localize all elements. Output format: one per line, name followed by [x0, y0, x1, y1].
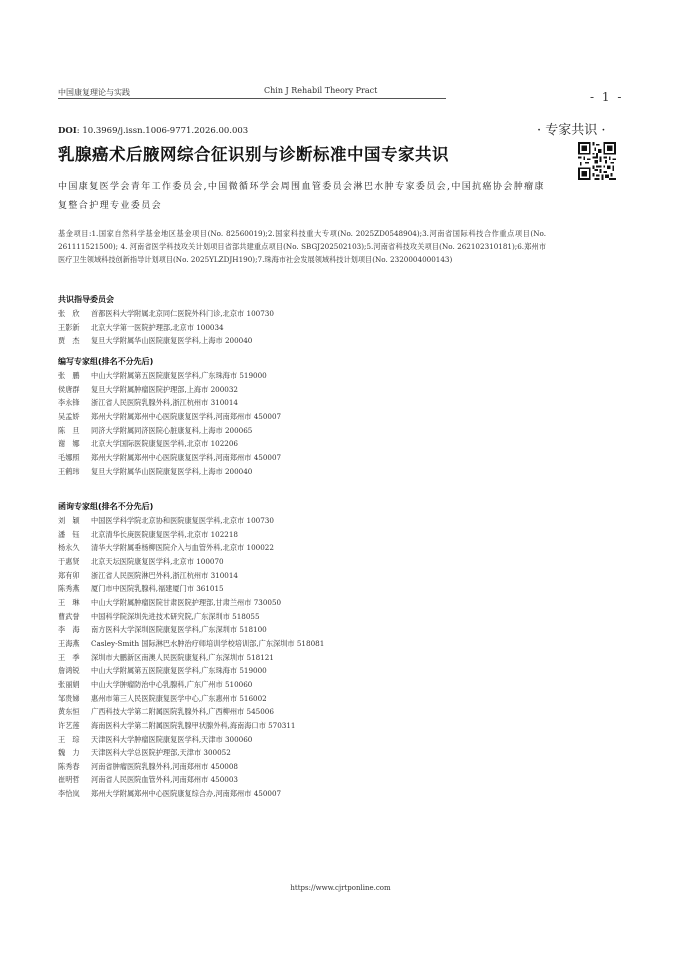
page-number: - 1 -: [590, 90, 624, 104]
author-organizations: 中国康复医学会青年工作委员会,中国微循环学会周围血管委员会淋巴水肿专家委员会,中国抗癌协会肿瘤康复整合护理专业委员会: [58, 182, 545, 211]
member-name: 贾 杰: [58, 336, 80, 346]
member-row: [58, 541, 578, 555]
member-affiliation: 中国医学科学院北京协和医院康复医学科,北京市 100730: [91, 516, 274, 525]
member-affiliation: 深圳市大鹏新区南澳人民医院康复科,广东深圳市 518121: [91, 652, 274, 662]
member-affiliation: 中山大学附属肿瘤医院甘肃医院护理部,甘肃兰州市 730050: [91, 597, 282, 607]
section-tag: · 专家共识 ·: [537, 123, 606, 138]
member-row: [58, 410, 578, 424]
member-name: 张 鹏: [58, 371, 80, 380]
member-name: 崔明哲: [58, 775, 80, 785]
member-name: 杨永久: [58, 543, 80, 553]
member-name: 王 季: [58, 652, 80, 662]
member-row: [58, 569, 578, 583]
member-row: [58, 451, 578, 465]
member-row: [58, 307, 578, 321]
member-name: 侯唐群: [58, 384, 80, 394]
member-affiliation: 郑州大学附属郑州中心医院康复医学科,河南郑州市 450007: [91, 452, 282, 462]
member-affiliation: 广西科技大学第二附属医院乳腺外科,广西柳州市 545006: [91, 707, 274, 717]
member-row: [58, 528, 578, 542]
member-name: 李永锋: [58, 398, 80, 408]
footer-url[interactable]: https://www.cjrtponline.com: [290, 884, 391, 892]
member-name: 毛娜照: [58, 452, 80, 462]
doi-label: DOI: [58, 126, 77, 136]
member-affiliation: 河南省人民医院血管外科,河南郑州市 450003: [91, 775, 239, 785]
journal-name-en: Chin J Rehabil Theory Pract: [264, 86, 378, 95]
member-row: [58, 369, 578, 383]
member-row: [58, 773, 578, 787]
member-row: [58, 582, 578, 596]
member-row: [58, 514, 578, 528]
member-name: 郑有卯: [58, 570, 80, 580]
member-row: [58, 383, 578, 397]
member-name: 魏 力: [58, 748, 80, 758]
member-row: [58, 760, 578, 774]
member-name: 王海燕: [58, 638, 80, 648]
member-row: [58, 396, 578, 410]
member-affiliation: 郑州大学附属郑州中心医院康复综合办,河南郑州市 450007: [91, 789, 282, 799]
member-row: [58, 719, 578, 733]
member-name: 邹贵娣: [58, 693, 80, 703]
member-row: [58, 321, 578, 335]
member-row: [58, 596, 578, 610]
member-name: 詹鸿锐: [58, 666, 80, 676]
member-affiliation: 北京大学国际医院康复医学科,北京市 102206: [91, 439, 239, 449]
member-name: 王鹤玮: [58, 466, 80, 476]
member-row: [58, 437, 578, 451]
doi-value[interactable]: : 10.3969/j.issn.1006-9771.2026.00.003: [76, 126, 249, 136]
member-name: 王影新: [58, 322, 80, 332]
member-name: 王 琮: [58, 734, 80, 744]
member-affiliation: 北京清华长庚医院康复医学科,北京市 102218: [91, 529, 239, 539]
member-row: [58, 664, 578, 678]
member-name: 吴孟娇: [58, 411, 80, 421]
doi-line: [58, 126, 248, 136]
member-row: [58, 651, 578, 665]
journal-name-cn: 中国康复理论与实践: [58, 88, 130, 97]
member-row: [58, 746, 578, 760]
member-affiliation: 中国科学院深圳先进技术研究院,广东深圳市 518055: [91, 611, 260, 621]
section-heading: 共识指导委员会: [58, 295, 114, 304]
member-name: 潘 钰: [58, 529, 80, 539]
member-affiliation: 清华大学附属垂杨柳医院介入与血管外科,北京市 100022: [91, 543, 274, 553]
member-name: 张 欣: [58, 309, 80, 318]
member-affiliation: 郑州大学附属郑州中心医院康复医学科,河南郑州市 450007: [91, 411, 282, 421]
member-row: [58, 424, 578, 438]
member-name: 张丽娟: [58, 679, 80, 689]
member-affiliation: 同济大学附属同济医院心脏康复科,上海市 200065: [91, 425, 253, 435]
member-affiliation: 南方医科大学深圳医院康复医学科,广东深圳市 518100: [91, 625, 267, 635]
member-row: [58, 555, 578, 569]
member-affiliation: 惠州市第三人民医院康复医学中心,广东惠州市 516002: [91, 693, 267, 703]
member-affiliation: 厦门市中医院乳腺科,福建厦门市 361015: [91, 584, 224, 594]
member-name: 王 琳: [58, 597, 80, 607]
member-affiliation: 浙江省人民医院乳腺外科,浙江杭州市 310014: [91, 398, 239, 408]
member-row: [58, 623, 578, 637]
member-name: 曹武誉: [58, 611, 80, 621]
member-name: 陈秀春: [58, 761, 80, 771]
member-row: [58, 705, 578, 719]
member-affiliation: 中山大学肿瘤防治中心乳腺科,广东广州市 510060: [91, 679, 253, 689]
member-name: 谢 娜: [58, 439, 80, 449]
member-name: 黄东恒: [58, 707, 80, 717]
member-name: 刘 颖: [58, 516, 80, 525]
member-row: [58, 610, 578, 624]
member-affiliation: 首都医科大学附属北京同仁医院外科门诊,北京市 100730: [91, 309, 274, 318]
member-affiliation: 中山大学附属第五医院康复医学科,广东珠海市 519000: [91, 371, 267, 380]
member-name: 许艺莲: [58, 720, 80, 730]
member-name: 陈秀燕: [58, 584, 80, 594]
member-affiliation: 复旦大学附属肿瘤医院护理部,上海市 200032: [91, 384, 239, 394]
writing-committee: [58, 355, 578, 478]
member-affiliation: 河南省肿瘤医院乳腺外科,河南郑州市 450008: [91, 761, 239, 771]
member-row: [58, 692, 578, 706]
member-name: 于惠贤: [58, 556, 80, 566]
member-affiliation: 北京大学第一医院护理部,北京市 100034: [91, 322, 224, 332]
guidance-committee: [58, 293, 578, 348]
member-name: 陈 旦: [58, 425, 80, 435]
member-name: 李 海: [58, 625, 80, 635]
member-affiliation: 复旦大学附属华山医院康复医学科,上海市 200040: [91, 336, 253, 346]
member-row: [58, 678, 578, 692]
member-row: [58, 787, 578, 801]
member-affiliation: 浙江省人民医院淋巴外科,浙江杭州市 310014: [91, 570, 239, 580]
section-heading: 编写专家组(排名不分先后): [58, 357, 154, 366]
member-row: [58, 733, 578, 747]
member-affiliation: 海南医科大学第二附属医院乳腺甲状腺外科,海南海口市 570311: [91, 720, 296, 730]
consultation-committee: [58, 500, 578, 801]
member-affiliation: 中山大学附属第五医院康复医学科,广东珠海市 519000: [91, 666, 267, 676]
section-heading: 函询专家组(排名不分先后): [58, 502, 154, 511]
member-row: [58, 465, 578, 479]
member-row: [58, 637, 578, 651]
article-title: 乳腺癌术后腋网综合征识别与诊断标准中国专家共识: [58, 145, 449, 164]
member-row: [58, 334, 578, 348]
qr-code-icon[interactable]: [578, 142, 616, 180]
member-affiliation: 复旦大学附属华山医院康复医学科,上海市 200040: [91, 466, 253, 476]
member-affiliation: 天津医科大学总医院护理部,天津市 300052: [91, 748, 231, 758]
member-affiliation: 北京天坛医院康复医学科,北京市 100070: [91, 556, 224, 566]
member-name: 李恰岚: [58, 789, 80, 799]
header-rule: [58, 98, 446, 99]
member-affiliation: 天津医科大学肿瘤医院康复医学科,天津市 300060: [91, 734, 253, 744]
member-affiliation: Casley-Smith 国际淋巴水肿治疗师培训学校培训部,广东深圳市 518081: [91, 638, 325, 648]
funding-info: 基金项目:1.国家自然科学基金地区基金项目(No. 82560019);2.国家科技重大专项(No. 2025ZD0548904);3.河南省国际科技合作重点项目(No. 261111521500); 4. 河南省医学科技攻关计划项目省部共建重点项目(No. SBGJ202502103);5.河南省科技攻关项目(No. 262102310181);6.郑州市医疗卫生领域科技创新指导计划项目(No. 2025YLZDJH190);7.珠海市社会发展领域科技计划项目(No. 2320004000143): [58, 229, 546, 264]
